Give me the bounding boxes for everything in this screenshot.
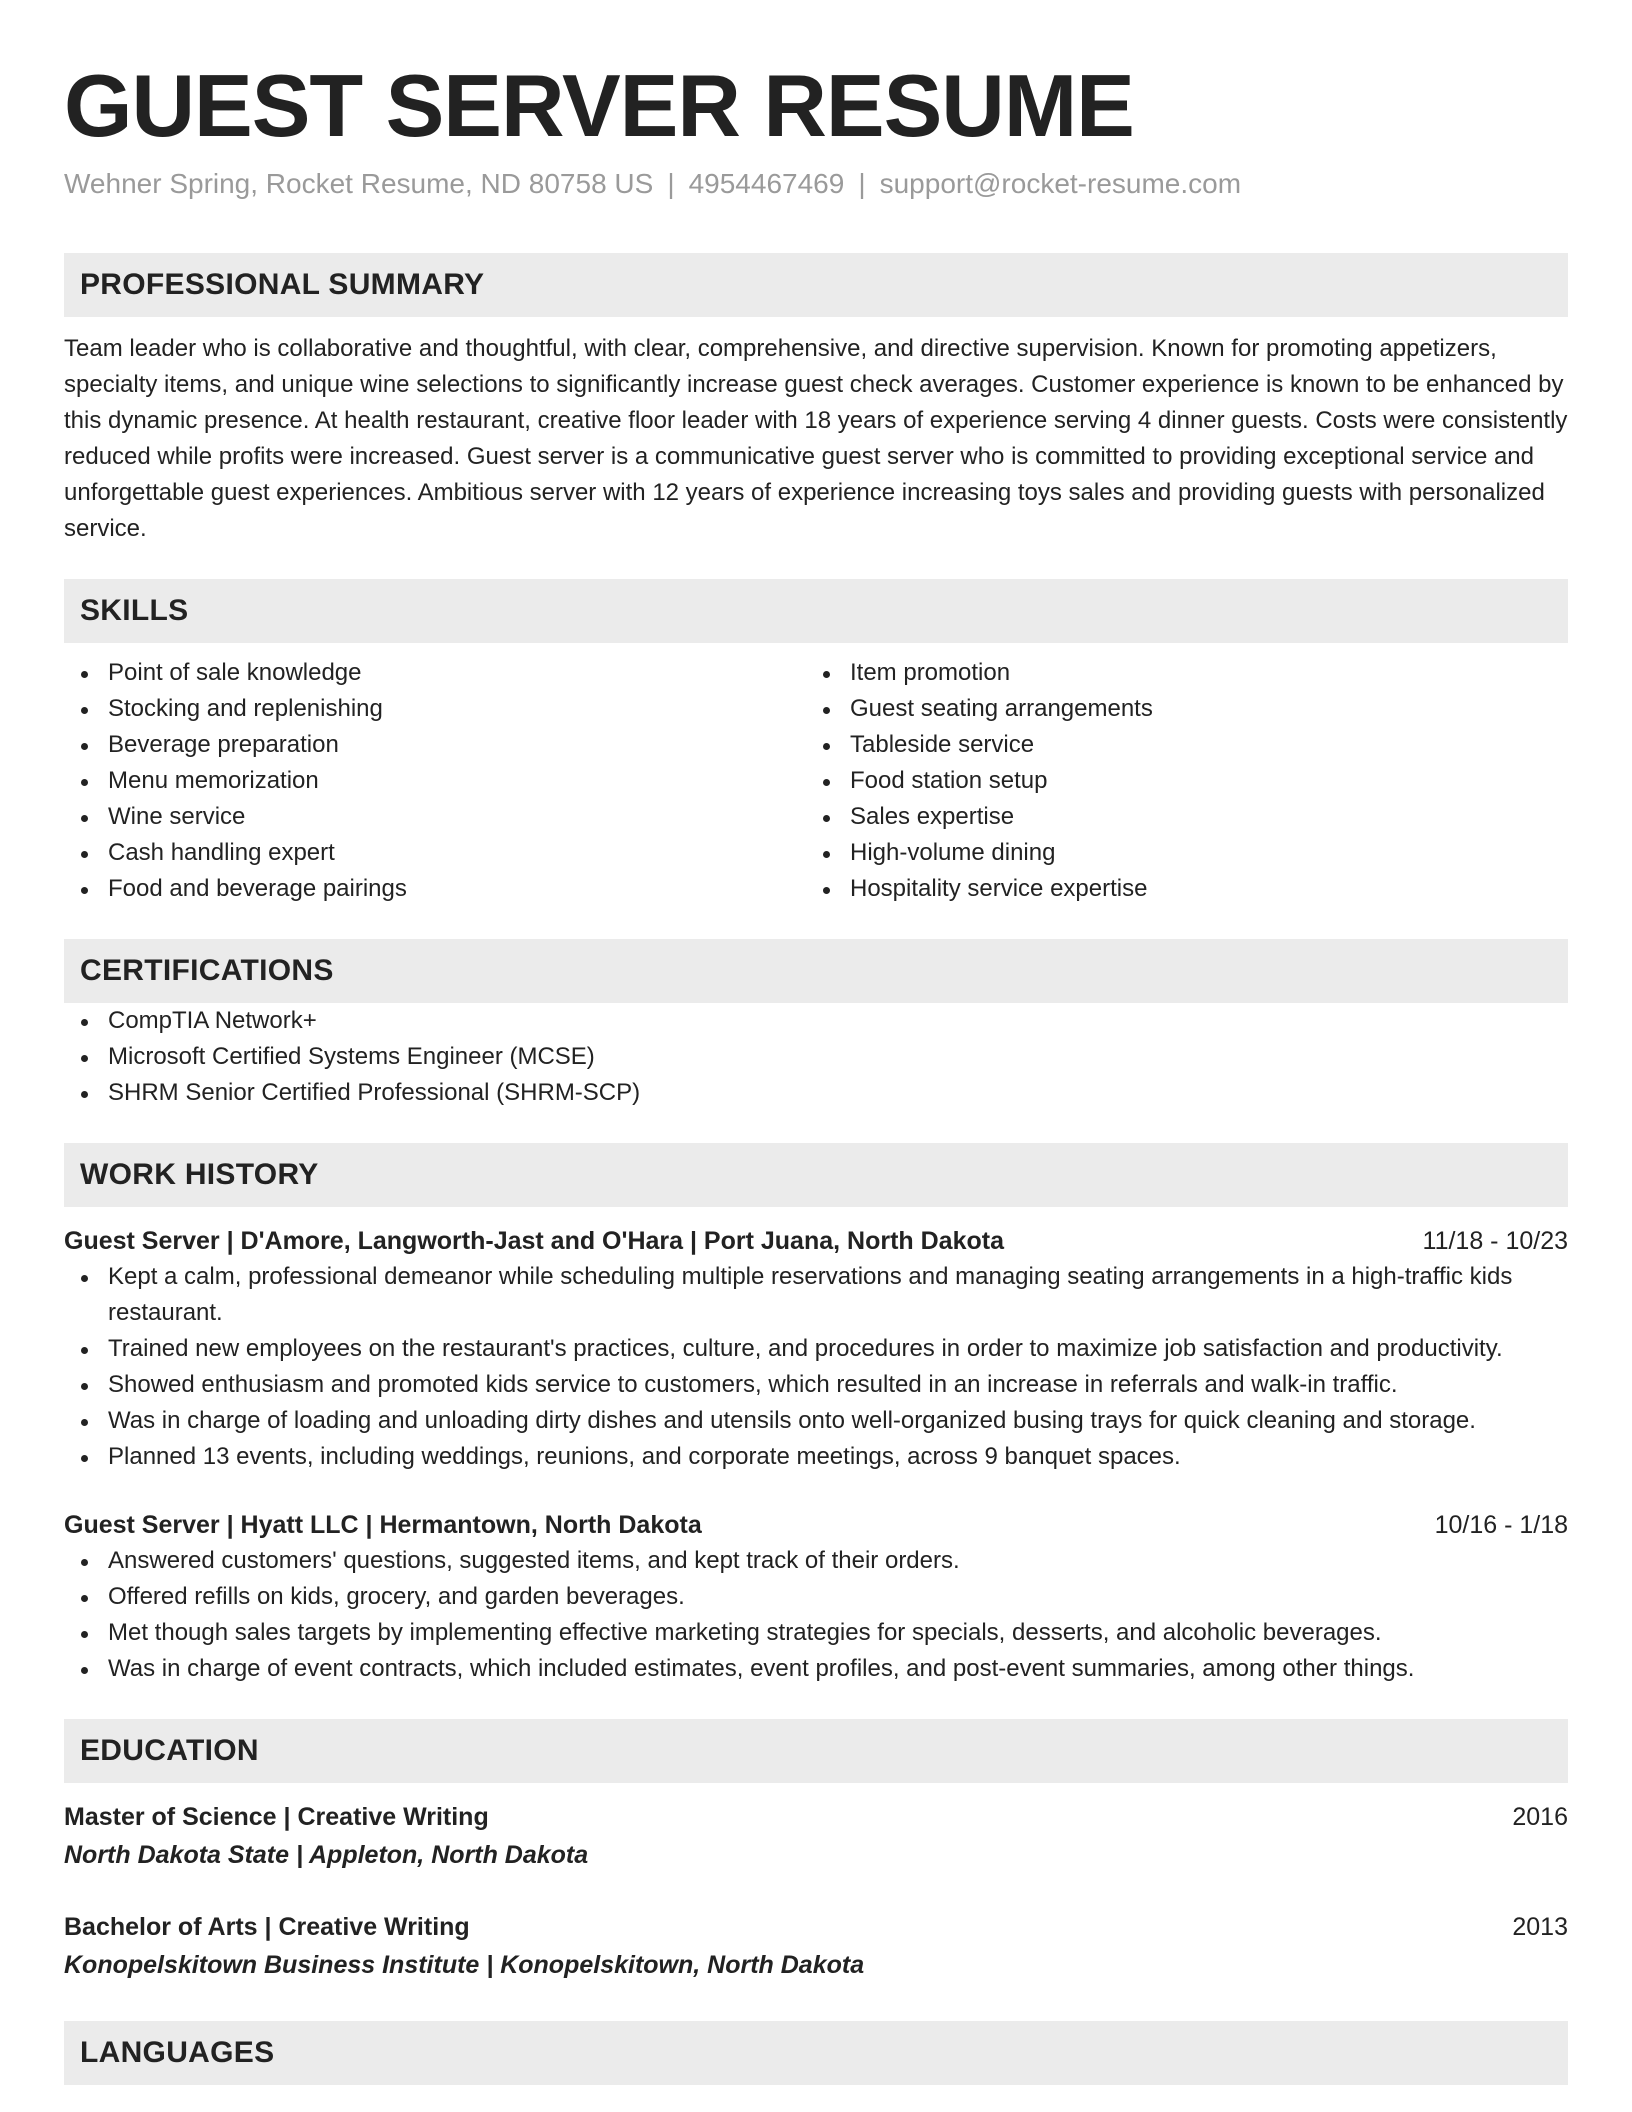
contact-separator: | (858, 168, 866, 199)
section-heading-education: EDUCATION (64, 1719, 1568, 1783)
job-bullet: Met though sales targets by implementing effective marketing strategies for specials, desserts, and alcoholic beverages. (64, 1615, 1568, 1651)
education-entry (64, 1799, 1568, 1873)
skill-item: Hospitality service expertise (806, 871, 1548, 907)
certification-item: CompTIA Network+ (64, 1003, 1568, 1039)
job-header (64, 1507, 1568, 1543)
skill-item: Item promotion (806, 655, 1548, 691)
job-bullets (64, 1543, 1568, 1687)
job-bullet: Kept a calm, professional demeanor while scheduling multiple reservations and managing seating arrangements in a high-traffic kids restaurant. (64, 1259, 1568, 1331)
summary-text: Team leader who is collaborative and thoughtful, with clear, comprehensive, and directive supervision. Known for promoting appetizers, specialty items, and unique wine selections to significantly increase guest check averages. Customer experience is known to be enhanced by this dynamic presence. At health restaurant, creative floor leader with 18 years of experience serving 4 dinner guests. Costs were consistently reduced while profits were increased. Guest server is a communicative guest server who is committed to providing exceptional service and unforgettable guest experiences. Ambitious server with 12 years of experience increasing toys sales and providing guests with personalized service. (64, 335, 1568, 542)
job-bullet: Was in charge of loading and unloading dirty dishes and utensils onto well-organized busing trays for quick cleaning and storage. (64, 1403, 1568, 1439)
education-degree: Master of Science | Creative Writing (64, 1803, 489, 1831)
skill-item: Guest seating arrangements (806, 691, 1548, 727)
contact-email: support@rocket-resume.com (879, 168, 1242, 199)
job-bullet: Planned 13 events, including weddings, reunions, and corporate meetings, across 9 banquet spaces. (64, 1439, 1568, 1475)
job-bullet: Trained new employees on the restaurant's practices, culture, and procedures in order to maximize job satisfaction and productivity. (64, 1331, 1568, 1367)
education-school: North Dakota State | Appleton, North Dakota (64, 1841, 589, 1869)
job-bullet: Answered customers' questions, suggested items, and kept track of their orders. (64, 1543, 1568, 1579)
skill-item: Food and beverage pairings (64, 871, 806, 907)
skill-item: Menu memorization (64, 763, 806, 799)
job-entry (64, 1507, 1568, 1687)
section-heading-work-history: WORK HISTORY (64, 1143, 1568, 1207)
education-header (64, 1909, 1568, 1945)
contact-address: Wehner Spring, Rocket Resume, ND 80758 US (64, 168, 654, 199)
skills-column-right (806, 655, 1548, 907)
resume-title: GUEST SERVER RESUME (64, 56, 1134, 155)
section-heading-summary: PROFESSIONAL SUMMARY (64, 253, 1568, 317)
education-entry (64, 1909, 1568, 1983)
certification-item: SHRM Senior Certified Professional (SHRM-SCP) (64, 1075, 1568, 1111)
contact-phone: 4954467469 (688, 168, 845, 199)
resume-page (64, 0, 1568, 2085)
skill-item: Wine service (64, 799, 806, 835)
job-bullet: Offered refills on kids, grocery, and garden beverages. (64, 1579, 1568, 1615)
job-dates: 10/16 - 1/18 (1434, 1511, 1568, 1539)
skills-column-left (64, 655, 806, 907)
job-title: Guest Server | D'Amore, Langworth-Jast and O'Hara | Port Juana, North Dakota (64, 1227, 1004, 1255)
skill-item: Tableside service (806, 727, 1548, 763)
skill-item: Cash handling expert (64, 835, 806, 871)
education-degree: Bachelor of Arts | Creative Writing (64, 1913, 470, 1941)
job-entry (64, 1223, 1568, 1475)
job-bullets (64, 1259, 1568, 1475)
job-header (64, 1223, 1568, 1259)
certification-item: Microsoft Certified Systems Engineer (MCSE) (64, 1039, 1568, 1075)
education-school: Konopelskitown Business Institute | Konopelskitown, North Dakota (64, 1951, 865, 1979)
section-heading-skills: SKILLS (64, 579, 1568, 643)
skill-item: Food station setup (806, 763, 1548, 799)
skill-item: Point of sale knowledge (64, 655, 806, 691)
job-bullet: Was in charge of event contracts, which included estimates, event profiles, and post-event summaries, among other things. (64, 1651, 1568, 1687)
skills-list (64, 655, 1568, 907)
certifications-list (64, 1003, 1568, 1111)
job-title: Guest Server | Hyatt LLC | Hermantown, North Dakota (64, 1511, 702, 1539)
skill-item: Stocking and replenishing (64, 691, 806, 727)
job-dates: 11/18 - 10/23 (1422, 1227, 1568, 1255)
education-year: 2013 (1512, 1913, 1568, 1941)
skill-item: Beverage preparation (64, 727, 806, 763)
job-bullet: Showed enthusiasm and promoted kids service to customers, which resulted in an increase in referrals and walk-in traffic. (64, 1367, 1568, 1403)
section-heading-certifications: CERTIFICATIONS (64, 939, 1568, 1003)
section-heading-languages: LANGUAGES (64, 2021, 1568, 2085)
education-year: 2016 (1512, 1803, 1568, 1831)
skill-item: Sales expertise (806, 799, 1548, 835)
education-header (64, 1799, 1568, 1835)
skill-item: High-volume dining (806, 835, 1548, 871)
contact-separator: | (667, 168, 675, 199)
contact-line (64, 166, 1568, 202)
